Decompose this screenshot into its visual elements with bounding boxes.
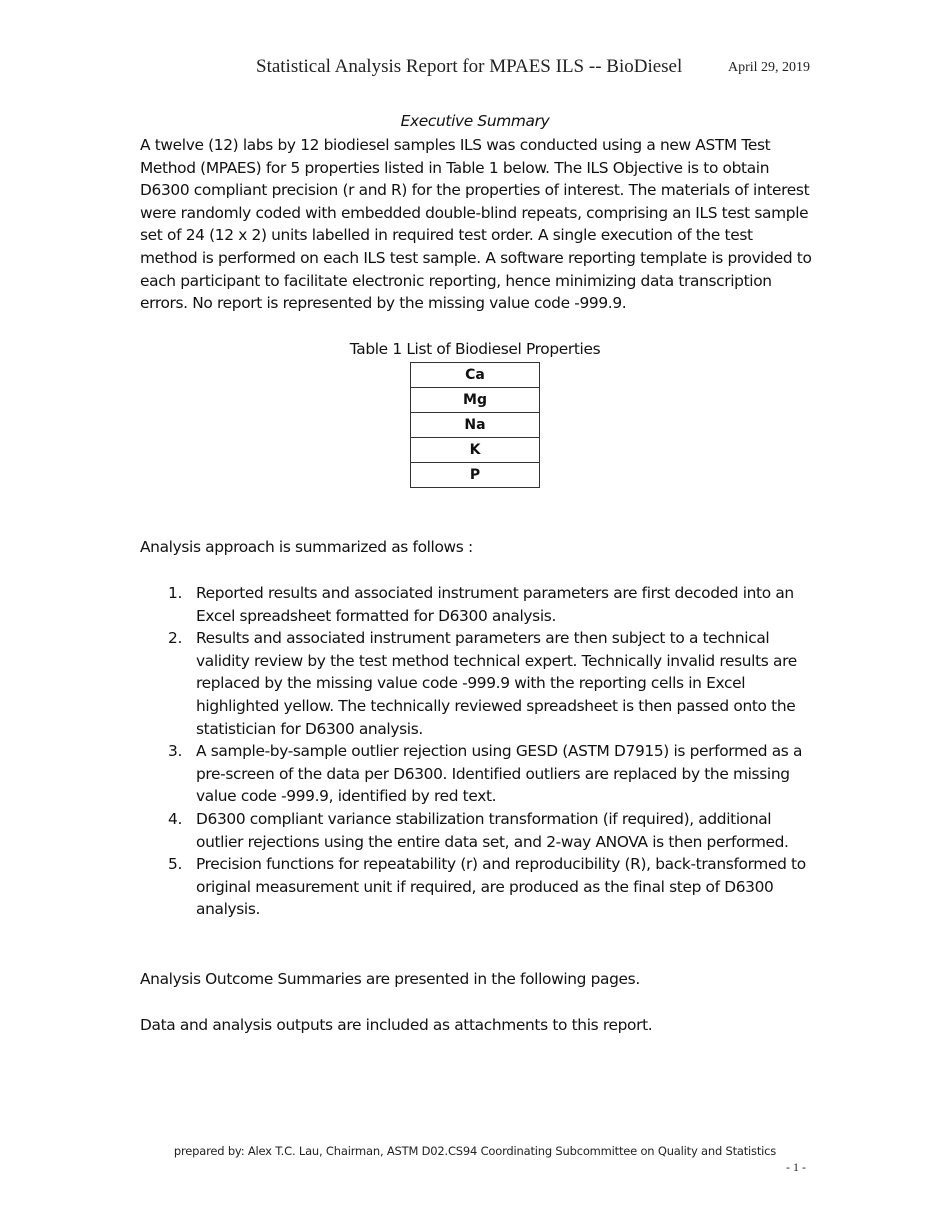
table-cell: K xyxy=(411,438,540,463)
executive-summary-heading: Executive Summary xyxy=(400,112,550,130)
outcome-summary-text: Analysis Outcome Summaries are presented in the following pages. xyxy=(140,970,640,988)
page-number: - 1 - xyxy=(786,1160,806,1174)
report-date: April 29, 2019 xyxy=(728,60,811,75)
step-text: Precision functions for repeatability (r) and reproducibility (R), back-transformed to original measurement unit if required, are produced as the final step of D6300 analysis. xyxy=(196,855,806,919)
table1-caption: Table 1 List of Biodiesel Properties xyxy=(349,340,601,358)
approach-intro: Analysis approach is summarized as follows : xyxy=(140,538,473,556)
table-cell: Na xyxy=(411,413,540,438)
properties-table xyxy=(410,362,540,488)
step-number: 2. xyxy=(168,629,182,648)
table-cell: P xyxy=(411,463,540,488)
footer-prepared-by: prepared by: Alex T.C. Lau, Chairman, ASTM D02.CS94 Coordinating Subcommittee on Quality and Statistics xyxy=(173,1144,777,1158)
step-text: Results and associated instrument parameters are then subject to a technical validity review by the test method technical expert. Technically invalid results are replaced by the missing value code -999.9 with the reporting cells in Excel highlighted yellow. The technically reviewed spreadsheet is then passed onto the statistician for D6300 analysis. xyxy=(196,629,797,738)
attachments-text: Data and analysis outputs are included as attachments to this report. xyxy=(140,1016,653,1034)
table-cell: Ca xyxy=(411,363,540,388)
list-item xyxy=(140,582,812,627)
table-row xyxy=(411,363,540,388)
approach-steps-list xyxy=(140,582,812,921)
table-row xyxy=(411,413,540,438)
step-number: 1. xyxy=(168,584,182,602)
table-row xyxy=(411,388,540,413)
table-row xyxy=(411,463,540,488)
step-text: D6300 compliant variance stabilization transformation (if required), additional outlier rejections using the entire data set, and 2-way ANOVA is then performed. xyxy=(196,809,789,851)
executive-summary-paragraph: A twelve (12) labs by 12 biodiesel samples ILS was conducted using a new ASTM Test Method (MPAES) for 5 properties listed in Table 1 below. The ILS Objective is to obtain D6300 compliant precision (r and R) for the properties of interest. The materials of interest were randomly coded with embedded double-blind repeats, comprising an ILS test sample set of 24 (12 x 2) units labelled in required test order. A single execution of the test method is performed on each ILS test sample. A software reporting template is provided to each participant to facilitate electronic reporting, hence minimizing data transcription errors. No report is represented by the missing value code -999.9. xyxy=(140,136,812,313)
report-title: Statistical Analysis Report for MPAES ILS -- BioDiesel xyxy=(256,56,683,77)
list-item xyxy=(140,853,812,921)
list-item xyxy=(140,740,812,808)
list-item xyxy=(140,627,812,740)
step-number: 3. xyxy=(168,742,182,761)
list-item xyxy=(140,808,812,853)
step-text: Reported results and associated instrument parameters are first decoded into an Excel spreadsheet formatted for D6300 analysis. xyxy=(196,584,794,625)
step-number: 5. xyxy=(168,855,182,874)
table-cell: Mg xyxy=(411,388,540,413)
step-number: 4. xyxy=(168,809,182,828)
table-row xyxy=(411,438,540,463)
step-text: A sample-by-sample outlier rejection using GESD (ASTM D7915) is performed as a pre-screen of the data per D6300. Identified outliers are replaced by the missing value code -999.9, identified by red text. xyxy=(196,742,803,806)
